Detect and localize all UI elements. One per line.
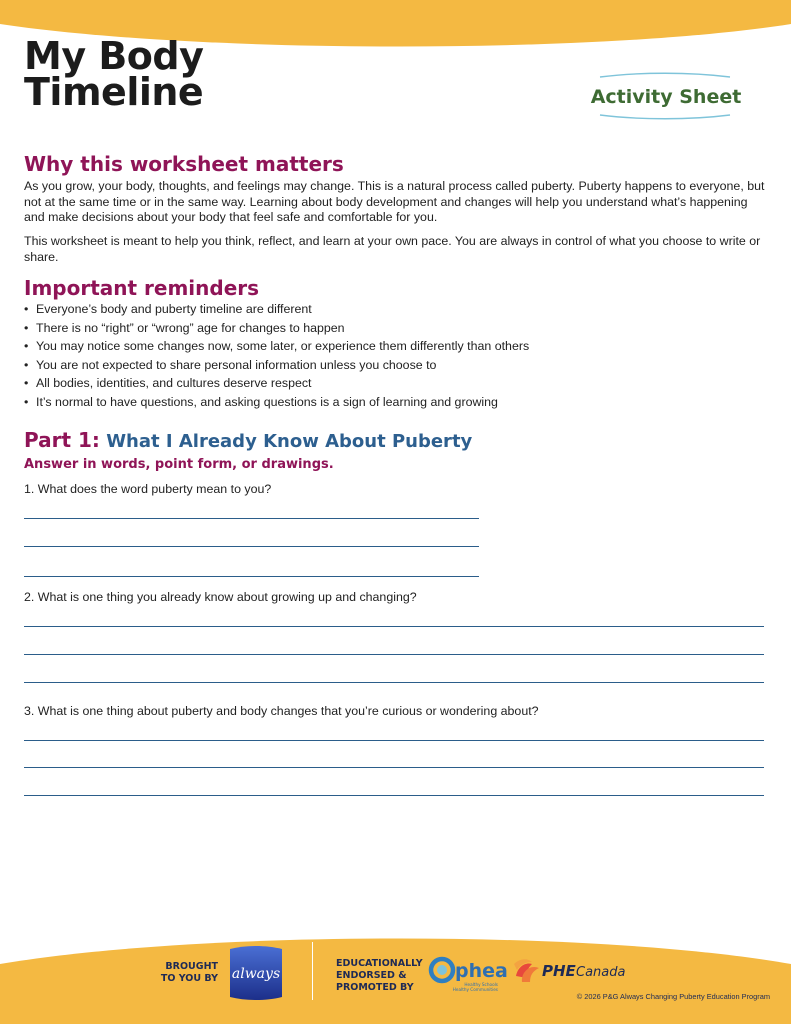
canada-logo-text: Canada (576, 965, 626, 980)
brought-to-you-by (150, 961, 218, 985)
ophea-tagline-2: Healthy Communities (452, 987, 498, 992)
brought-line-1: BROUGHT (165, 961, 218, 972)
answer-line-q3-3[interactable] (24, 795, 764, 796)
copyright-notice: © 2026 P&G Always Changing Puberty Education Program (576, 992, 770, 1001)
page-title-line2: Timeline (24, 70, 204, 114)
phe-logo-text: PHE (542, 962, 576, 980)
reminders-heading: Important reminders (24, 276, 260, 300)
question-1: 1. What does the word puberty mean to you? (24, 482, 272, 496)
question-3: 3. What is one thing about puberty and body changes that you’re curious or wondering about? (24, 704, 539, 718)
reminders-list (24, 300, 764, 412)
ophea-logo-icon (430, 955, 508, 997)
page-title-line1: My Body (24, 34, 204, 78)
answer-line-q1-1[interactable] (24, 518, 479, 519)
ophea-logo-text: phea (455, 960, 508, 982)
always-logo-icon (228, 945, 284, 1001)
brought-line-2: TO YOU BY (160, 973, 218, 984)
part1-instruction: Answer in words, point form, or drawings. (24, 457, 334, 472)
swoosh-top-icon (600, 72, 730, 78)
why-paragraph-1: As you grow, your body, thoughts, and feelings may change. This is a natural process called puberty. Puberty happens to everyone, but not at the same time or in the same way. Learning about body development and changes will help you understand what’s happening and make decisions about your body that feel safe and comfortable for you. (24, 179, 765, 224)
why-paragraph-2: This worksheet is meant to help you think, reflect, and learn at your own pace. You are always in control of what you choose to write or share. (24, 234, 761, 264)
activity-sheet-badge (586, 72, 746, 122)
endorsed-line-2: ENDORSED & (336, 970, 407, 981)
answer-line-q2-3[interactable] (24, 682, 764, 683)
list-item: • It’s normal to have questions, and asking questions is a sign of learning and growing (24, 393, 764, 412)
question-2: 2. What is one thing you already know about growing up and changing? (24, 590, 417, 604)
part1-title: What I Already Know About Puberty (106, 431, 473, 452)
list-item: • There is no “right” or “wrong” age for changes to happen (24, 319, 764, 338)
list-item: • You are not expected to share personal information unless you choose to (24, 356, 764, 375)
page-title (24, 34, 204, 114)
why-heading: Why this worksheet matters (24, 152, 344, 176)
answer-line-q3-1[interactable] (24, 740, 764, 741)
part1-heading (24, 428, 472, 452)
list-item: • You may notice some changes now, some later, or experience them differently than others (24, 337, 764, 356)
answer-line-q2-1[interactable] (24, 626, 764, 627)
list-item: • Everyone’s body and puberty timeline are different (24, 300, 764, 319)
swoosh-bottom-icon (600, 114, 730, 120)
always-logo-text: always (231, 966, 281, 982)
part1-number: Part 1: (24, 428, 100, 452)
endorsed-line-1: EDUCATIONALLY (336, 958, 423, 969)
footer-divider (312, 942, 313, 1000)
answer-line-q1-3[interactable] (24, 576, 479, 577)
endorsed-line-3: PROMOTED BY (336, 982, 414, 993)
activity-sheet-label: Activity Sheet (590, 86, 742, 108)
phe-canada-logo-icon (512, 954, 634, 988)
answer-line-q3-2[interactable] (24, 767, 764, 768)
answer-line-q1-2[interactable] (24, 546, 479, 547)
answer-line-q2-2[interactable] (24, 654, 764, 655)
ophea-tagline-1: Healthy Schools (464, 982, 498, 987)
endorsed-by (336, 958, 432, 994)
list-item: • All bodies, identities, and cultures deserve respect (24, 374, 764, 393)
